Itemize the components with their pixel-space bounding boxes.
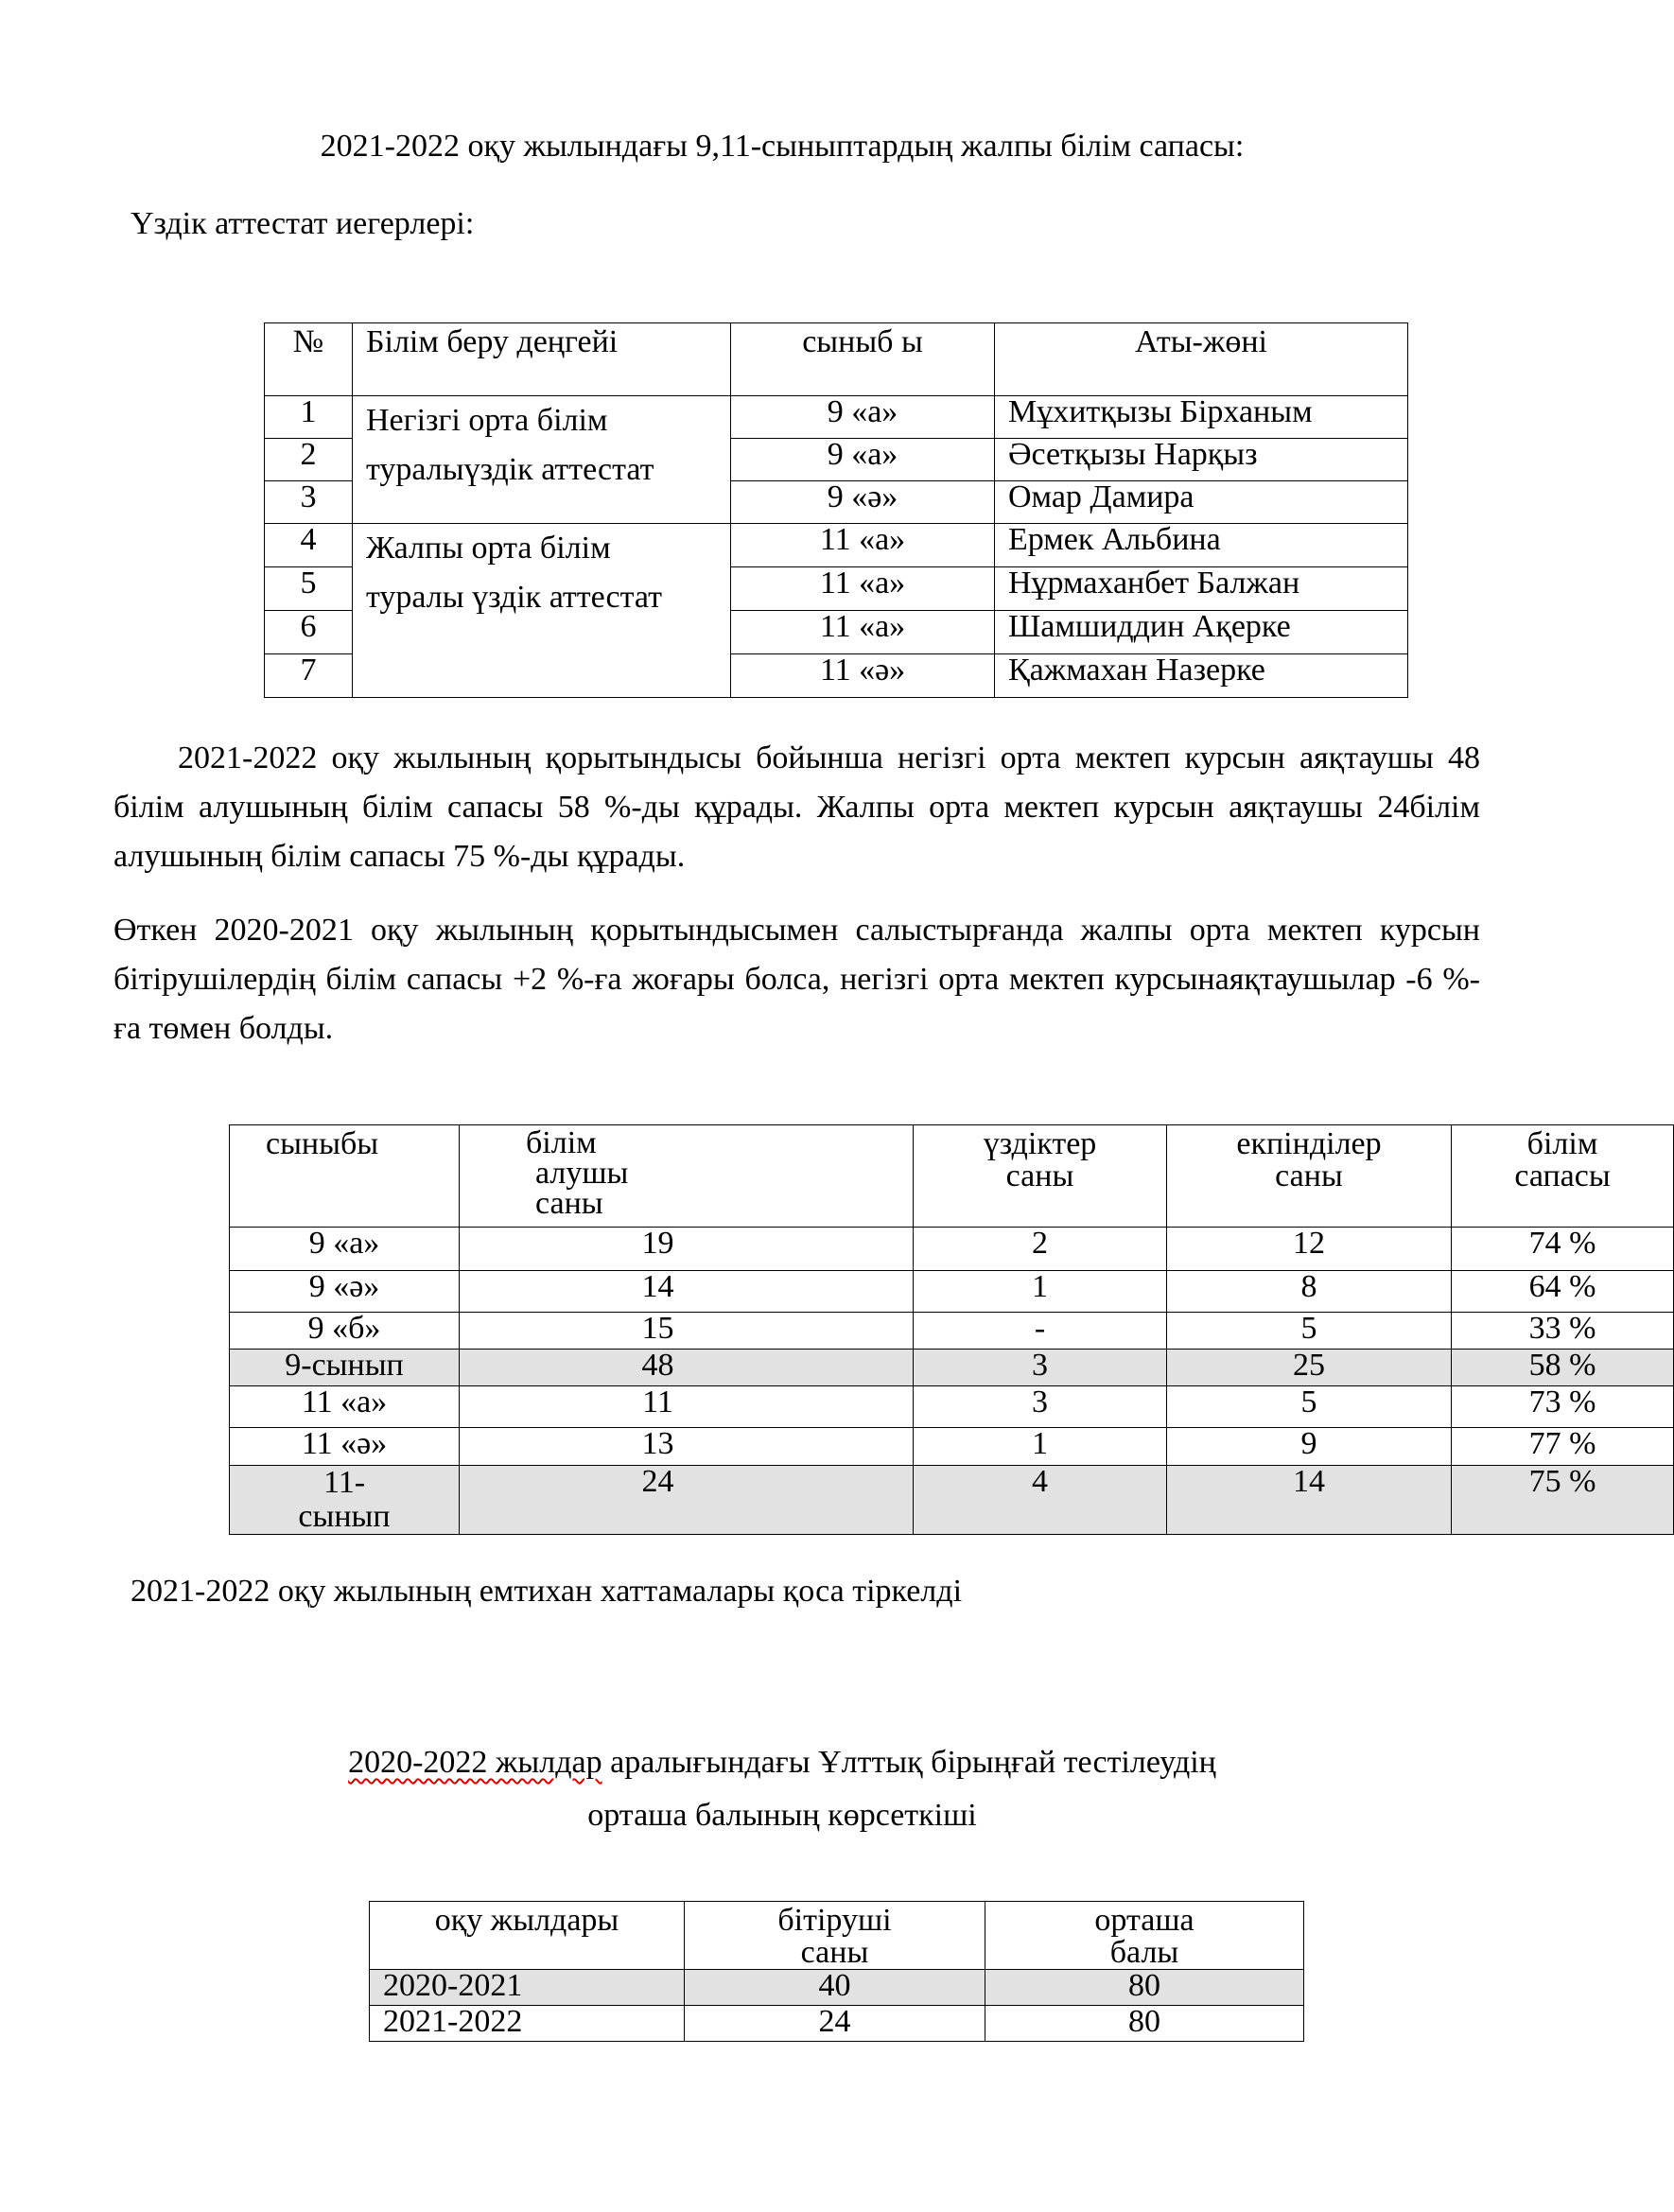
table-row [230,1386,1674,1428]
ent-title-rest: аралығындағы Ұлттық бірыңғай тестілеудің [602,1745,1216,1780]
header-graduates: бітіруші саны [685,1902,985,1970]
row-name: Әсетқызы Нарқыз [995,439,1408,481]
cell-students: 11 [460,1386,914,1428]
cell-excellent: - [914,1313,1167,1350]
cell-good: 25 [1167,1350,1452,1386]
cell-good: 5 [1167,1313,1452,1350]
table-row [230,1428,1674,1466]
header-name: Аты-жөні [995,323,1408,396]
row-name: Омар Дамира [995,481,1408,524]
level-general: Жалпы орта білім туралы үздік аттестат [353,524,731,698]
cell-class: 9-сынып [230,1350,460,1386]
ent-title-line2: орташа балының көрсеткіші [587,1798,977,1833]
cell-good: 8 [1167,1271,1452,1313]
header-years: оқу жылдары [370,1902,685,1970]
cell-excellent: 3 [914,1350,1167,1386]
row-number: 7 [265,654,353,698]
cell-good: 14 [1167,1466,1452,1535]
cell-good: 12 [1167,1228,1452,1271]
ent-table [369,1901,1304,2042]
header-students-text: білім алушы саны [526,1125,629,1221]
cell-excellent: 1 [914,1271,1167,1313]
cell-quality: 74 % [1452,1228,1674,1271]
cell-students: 24 [460,1466,914,1535]
cell-students: 19 [460,1228,914,1271]
paragraph-comparison: Өткен 2020-2021 оқу жылының қорытындысымен салыстырғанда жалпы орта мектеп курсын бітірушілердің білім сапасы +2 %-ға жоғары болса, негізгі орта мектеп курсынаяқтаушылар -6 %-ға төмен болды. [113,913,1480,1046]
cell-excellent: 4 [914,1466,1167,1535]
row-class: 9 «а» [731,396,995,439]
cell-quality: 73 % [1452,1386,1674,1428]
cell-graduates: 24 [685,2006,985,2042]
header-level: Білім беру деңгейі [353,323,731,396]
row-name: Шамшиддин Ақерке [995,611,1408,654]
row-name: Нұрмаханбет Балжан [995,567,1408,611]
table-row [230,1228,1674,1271]
row-name: Мұхитқызы Бірханым [995,396,1408,439]
row-name: Қажмахан Назерке [995,654,1408,698]
cell-class: 9 «б» [230,1313,460,1350]
page-title: 2021-2022 оқу жылындағы 9,11-сыныптардың жалпы білім сапасы: [320,129,1245,164]
header-average: орташа балы [985,1902,1304,1970]
cell-years: 2020-2021 [370,1970,685,2006]
header-quality: білім сапасы [1452,1125,1674,1228]
cell-years: 2021-2022 [370,2006,685,2042]
cell-quality: 58 % [1452,1350,1674,1386]
header-number: № [265,323,353,396]
cell-excellent: 1 [914,1428,1167,1466]
header-class: сыныб ы [731,323,995,396]
table-row [230,1313,1674,1350]
honors-heading: Үздік аттестат иегерлері: [131,206,475,241]
row-number: 2 [265,439,353,481]
cell-quality: 77 % [1452,1428,1674,1466]
cell-class: 9 «а» [230,1228,460,1271]
cell-average: 80 [985,2006,1304,2042]
cell-quality: 33 % [1452,1313,1674,1350]
honors-header-row [265,323,1408,396]
table-row [370,1970,1304,2006]
row-class: 11 «а» [731,524,995,567]
header-good: екпінділер саны [1167,1125,1452,1228]
cell-students: 14 [460,1271,914,1313]
cell-class: 11 «а» [230,1386,460,1428]
row-number: 6 [265,611,353,654]
cell-average: 80 [985,1970,1304,2006]
row-number: 3 [265,481,353,524]
exam-note: 2021-2022 оқу жылының емтихан хаттамалары қоса тіркелді [131,1574,963,1609]
cell-excellent: 3 [914,1386,1167,1428]
quality-table [229,1124,1674,1535]
cell-class: 11- сынып [230,1466,460,1535]
cell-students: 48 [460,1350,914,1386]
ent-title-line1 [189,1736,1375,1789]
cell-students: 15 [460,1313,914,1350]
ent-title-years: 2020-2022 жылдар [348,1745,602,1780]
row-class: 9 «а» [731,439,995,481]
row-class: 11 «а» [731,611,995,654]
cell-quality: 64 % [1452,1271,1674,1313]
header-excellent: үздіктер саны [914,1125,1167,1228]
cell-class: 11 «ә» [230,1428,460,1466]
table-row-summary [230,1350,1674,1386]
row-number: 4 [265,524,353,567]
table-row [265,524,1408,567]
table-row [265,396,1408,439]
header-class: сыныбы [230,1125,460,1228]
row-number: 5 [265,567,353,611]
header-students [460,1125,914,1228]
table-row-summary [230,1466,1674,1535]
table-row [230,1271,1674,1313]
cell-graduates: 40 [685,1970,985,2006]
row-number: 1 [265,396,353,439]
cell-students: 13 [460,1428,914,1466]
level-basic: Негізгі орта білім туралыүздік аттестат [353,396,731,524]
cell-class: 9 «ә» [230,1271,460,1313]
cell-good: 5 [1167,1386,1452,1428]
row-name: Ермек Альбина [995,524,1408,567]
quality-header-row [230,1125,1674,1228]
ent-header-row [370,1902,1304,1970]
honors-table [264,322,1408,698]
ent-title [189,1736,1375,1842]
cell-excellent: 2 [914,1228,1167,1271]
cell-quality: 75 % [1452,1466,1674,1535]
paragraph-results: 2021-2022 оқу жылының қорытындысы бойынша негізгі орта мектеп курсын аяқтаушы 48 білім алушының білім сапасы 58 %-ды құрады. Жалпы орта мектеп курсын аяқтаушы 24білім алушының білім сапасы 75 %-ды құрады. [113,740,1480,874]
table-row [370,2006,1304,2042]
row-class: 9 «ә» [731,481,995,524]
cell-good: 9 [1167,1428,1452,1466]
row-class: 11 «а» [731,567,995,611]
row-class: 11 «ә» [731,654,995,698]
